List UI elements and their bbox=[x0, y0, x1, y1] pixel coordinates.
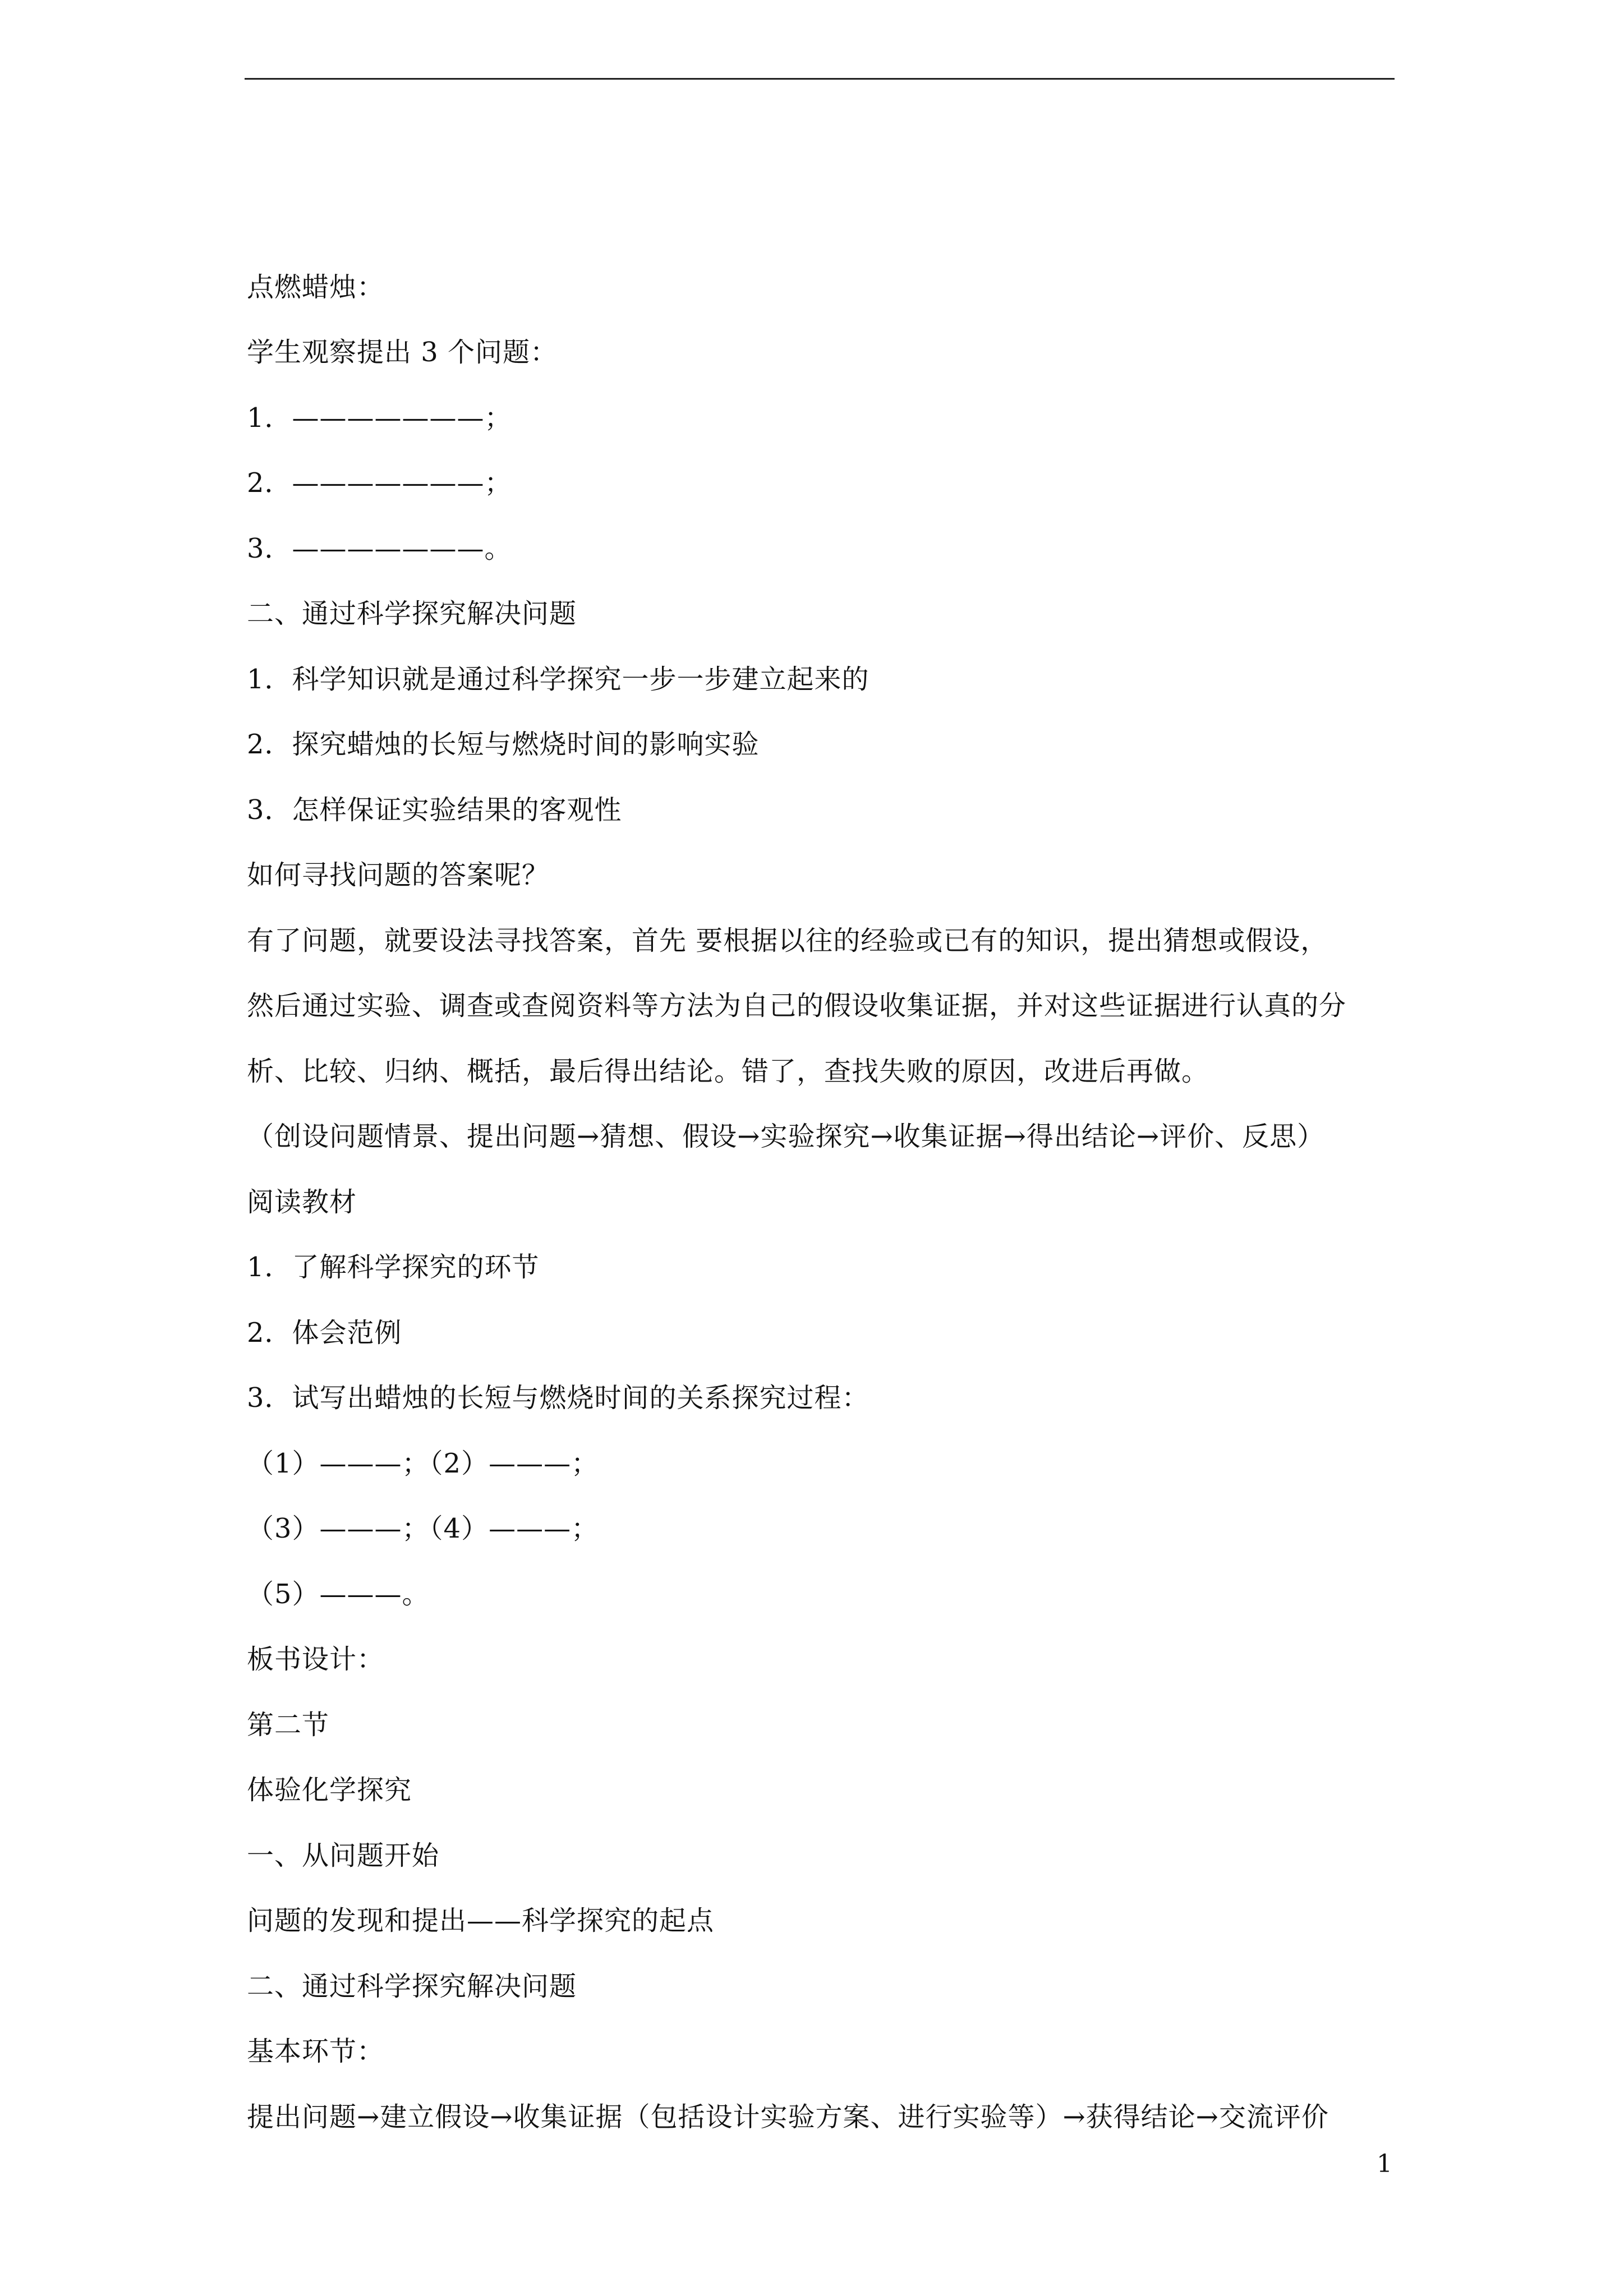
text-line: 提出问题→建立假设→收集证据（包括设计实验方案、进行实验等）→获得结论→交流评价 bbox=[247, 2101, 1329, 2133]
section-heading: 一、从问题开始 bbox=[247, 1840, 440, 1871]
paragraph-line: 析、比较、归纳、概括，最后得出结论。错了，查找失败的原因，改进后再做。 bbox=[247, 1056, 1209, 1087]
text-line: （创设问题情景、提出问题→猜想、假设→实验探究→收集证据→得出结论→评价、反思） bbox=[247, 1121, 1325, 1152]
page-number: 1 bbox=[1377, 2150, 1392, 2178]
text-line: 3．———————。 bbox=[247, 533, 512, 564]
text-line: 板书设计： bbox=[247, 1644, 385, 1675]
text-line: 3．怎样保证实验结果的客观性 bbox=[247, 794, 622, 826]
text-line: 2．探究蜡烛的长短与燃烧时间的影响实验 bbox=[247, 729, 760, 760]
text-line: 问题的发现和提出——科学探究的起点 bbox=[247, 1905, 715, 1936]
section-heading: 二、通过科学探究解决问题 bbox=[247, 598, 577, 629]
header-rule bbox=[245, 78, 1395, 80]
text-line: （5）———。 bbox=[247, 1579, 430, 1610]
text-line: 1．科学知识就是通过科学探究一步一步建立起来的 bbox=[247, 664, 869, 695]
text-line: （1）———；（2）———； bbox=[247, 1448, 599, 1479]
text-line: 体验化学探究 bbox=[247, 1774, 412, 1806]
text-line: （3）———；（4）———； bbox=[247, 1513, 599, 1544]
text-line: 1．———————； bbox=[247, 402, 512, 434]
text-line: 学生观察提出 3 个问题： bbox=[247, 337, 558, 368]
text-line: 3．试写出蜡烛的长短与燃烧时间的关系探究过程： bbox=[247, 1382, 869, 1414]
text-line: 阅读教材 bbox=[247, 1186, 357, 1218]
section-heading: 二、通过科学探究解决问题 bbox=[247, 1971, 577, 2002]
text-line: 如何寻找问题的答案呢？ bbox=[247, 859, 550, 891]
text-line: 1．了解科学探究的环节 bbox=[247, 1251, 540, 1283]
text-line: 第二节 bbox=[247, 1709, 330, 1741]
text-line: 点燃蜡烛： bbox=[247, 272, 385, 303]
text-line: 2．———————； bbox=[247, 467, 512, 499]
paragraph-line: 有了问题，就要设法寻找答案，首先 要根据以往的经验或已有的知识，提出猜想或假设， bbox=[247, 925, 1328, 956]
paragraph-line: 然后通过实验、调查或查阅资料等方法为自己的假设收集证据，并对这些证据进行认真的分 bbox=[247, 990, 1347, 1022]
text-line: 基本环节： bbox=[247, 2036, 385, 2067]
text-line: 2．体会范例 bbox=[247, 1317, 402, 1349]
